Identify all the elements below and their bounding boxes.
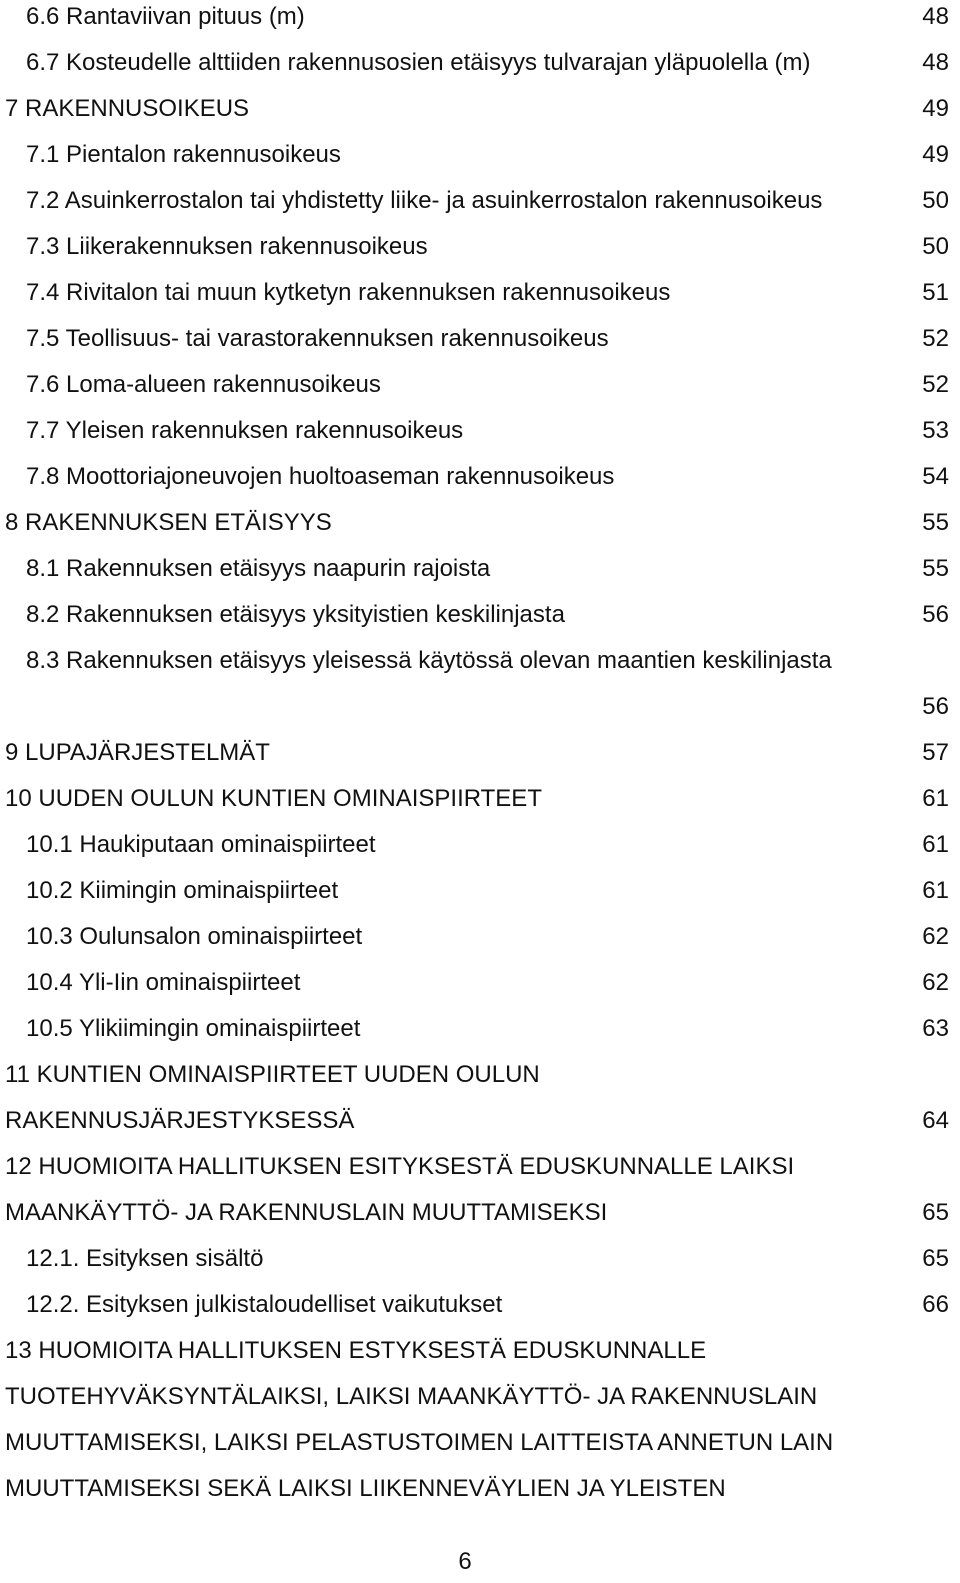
toc-entry-page: 62	[922, 969, 949, 996]
toc-entry-title: TUOTEHYVÄKSYNTÄLAIKSI, LAIKSI MAANKÄYTTÖ- JA RAKENNUSLAIN	[5, 1383, 818, 1410]
toc-entry-title: MUUTTAMISEKSI SEKÄ LAIKSI LIIKENNEVÄYLIEN JA YLEISTEN	[5, 1475, 726, 1502]
toc-entry	[0, 1334, 960, 1368]
toc-entry-title: 7.6 Loma-alueen rakennusoikeus	[26, 371, 381, 398]
toc-entry-page: 64	[922, 1107, 949, 1134]
toc-entry-title: 11 KUNTIEN OMINAISPIIRTEET UUDEN OULUN	[5, 1061, 540, 1088]
toc-entry-title: 6.6 Rantaviivan pituus (m)	[26, 3, 305, 30]
toc-entry-page: 55	[922, 509, 949, 536]
toc-entry-page: 49	[922, 95, 949, 122]
toc-entry-page: 53	[922, 417, 949, 444]
toc-entry-page: 48	[922, 49, 949, 76]
toc-entry	[0, 1472, 960, 1506]
toc-entry-title: 8 RAKENNUKSEN ETÄISYYS	[5, 509, 332, 536]
toc-entry-title: 7 RAKENNUSOIKEUS	[5, 95, 250, 122]
toc-entry	[0, 552, 960, 586]
toc-entry-title: 12.1. Esityksen sisältö	[26, 1245, 264, 1272]
toc-entry	[0, 1104, 960, 1138]
toc-entry-page: 66	[922, 1291, 949, 1318]
toc-entry-title: 8.2 Rakennuksen etäisyys yksityistien keskilinjasta	[26, 601, 565, 628]
toc-entry-page: 65	[922, 1245, 949, 1272]
toc-entry	[0, 460, 960, 494]
toc-entry-title: 12 HUOMIOITA HALLITUKSEN ESITYKSESTÄ EDUSKUNNALLE LAIKSI	[5, 1153, 795, 1180]
toc-entry	[0, 0, 960, 34]
toc-entry-title: 13 HUOMIOITA HALLITUKSEN ESTYKSESTÄ EDUSKUNNALLE	[5, 1337, 707, 1364]
toc-entry	[0, 644, 960, 678]
toc-entry-page: 62	[922, 923, 949, 950]
toc-entry-title: 10.3 Oulunsalon ominaispiirteet	[26, 923, 363, 950]
toc-entry	[0, 966, 960, 1000]
toc-entry	[0, 276, 960, 310]
toc-entry	[0, 598, 960, 632]
toc-entry-page: 65	[922, 1199, 949, 1226]
toc-entry-title: 9 LUPAJÄRJESTELMÄT	[5, 739, 270, 766]
toc-entry	[0, 782, 960, 816]
toc-entry	[0, 184, 960, 218]
toc-entry-page: 49	[922, 141, 949, 168]
toc-entry	[0, 1196, 960, 1230]
toc-entry-title: 7.2 Asuinkerrostalon tai yhdistetty liike- ja asuinkerrostalon rakennusoikeus	[26, 187, 823, 214]
toc-entry	[0, 828, 960, 862]
toc-entry	[0, 920, 960, 954]
toc-entry-title: 7.7 Yleisen rakennuksen rakennusoikeus	[26, 417, 464, 444]
toc-entry-page: 51	[922, 279, 949, 306]
toc-entry	[0, 1150, 960, 1184]
toc-entry	[0, 1288, 960, 1322]
toc-entry-title: 7.4 Rivitalon tai muun kytketyn rakennuksen rakennusoikeus	[26, 279, 671, 306]
toc-entry-title: 10 UUDEN OULUN KUNTIEN OMINAISPIIRTEET	[5, 785, 542, 812]
toc-entry-title: 7.3 Liikerakennuksen rakennusoikeus	[26, 233, 428, 260]
toc-entry-title: MUUTTAMISEKSI, LAIKSI PELASTUSTOIMEN LAITTEISTA ANNETUN LAIN	[5, 1429, 834, 1456]
toc-entry	[0, 1242, 960, 1276]
toc-entry	[0, 736, 960, 770]
toc-entry-title: 12.2. Esityksen julkistaloudelliset vaikutukset	[26, 1291, 503, 1318]
toc-entry-title: 8.3 Rakennuksen etäisyys yleisessä käytössä olevan maantien keskilinjasta	[26, 647, 832, 674]
toc-entry	[0, 1012, 960, 1046]
toc-entry-title: 8.1 Rakennuksen etäisyys naapurin rajoista	[26, 555, 491, 582]
toc-entry	[0, 46, 960, 80]
toc-entry-page: 57	[922, 739, 949, 766]
toc-entry-page: 61	[922, 785, 949, 812]
page-number: 6	[458, 1548, 472, 1575]
toc-entry-title: 10.4 Yli-Iin ominaispiirteet	[26, 969, 301, 996]
toc-entry-page: 52	[922, 371, 949, 398]
toc-entry	[0, 414, 960, 448]
toc-entry-title: 7.8 Moottoriajoneuvojen huoltoaseman rakennusoikeus	[26, 463, 615, 490]
toc-entry-title: 7.5 Teollisuus- tai varastorakennuksen rakennusoikeus	[26, 325, 609, 352]
toc-entry-page: 56	[922, 601, 949, 628]
toc-entry-title: 7.1 Pientalon rakennusoikeus	[26, 141, 341, 168]
toc-entry	[0, 690, 960, 724]
toc-entry	[0, 230, 960, 264]
toc-entry	[0, 322, 960, 356]
toc-entry	[0, 138, 960, 172]
toc-entry-title: 6.7 Kosteudelle alttiiden rakennusosien etäisyys tulvarajan yläpuolella (m)	[26, 49, 811, 76]
toc-entry-title: 10.1 Haukiputaan ominaispiirteet	[26, 831, 376, 858]
toc-entry-page: 50	[922, 187, 949, 214]
toc-entry	[0, 506, 960, 540]
toc-entry	[0, 874, 960, 908]
toc-entry-title: 10.5 Ylikiimingin ominaispiirteet	[26, 1015, 361, 1042]
toc-entry-title: RAKENNUSJÄRJESTYKSESSÄ	[5, 1107, 355, 1134]
toc-entry-page: 54	[922, 463, 949, 490]
toc-entry-page: 50	[922, 233, 949, 260]
toc-entry-title: MAANKÄYTTÖ- JA RAKENNUSLAIN MUUTTAMISEKSI	[5, 1199, 608, 1226]
toc-entry-page: 56	[922, 693, 949, 720]
toc-entry-page: 48	[922, 3, 949, 30]
toc-entry	[0, 1426, 960, 1460]
toc-entry-page: 55	[922, 555, 949, 582]
toc-entry-page: 52	[922, 325, 949, 352]
toc-entry-page: 61	[922, 877, 949, 904]
toc-entry-title: 10.2 Kiimingin ominaispiirteet	[26, 877, 339, 904]
toc-entry	[0, 368, 960, 402]
toc-entry	[0, 1380, 960, 1414]
toc-entry	[0, 1058, 960, 1092]
toc-entry-page: 61	[922, 831, 949, 858]
toc-entry	[0, 92, 960, 126]
toc-entry-page: 63	[922, 1015, 949, 1042]
